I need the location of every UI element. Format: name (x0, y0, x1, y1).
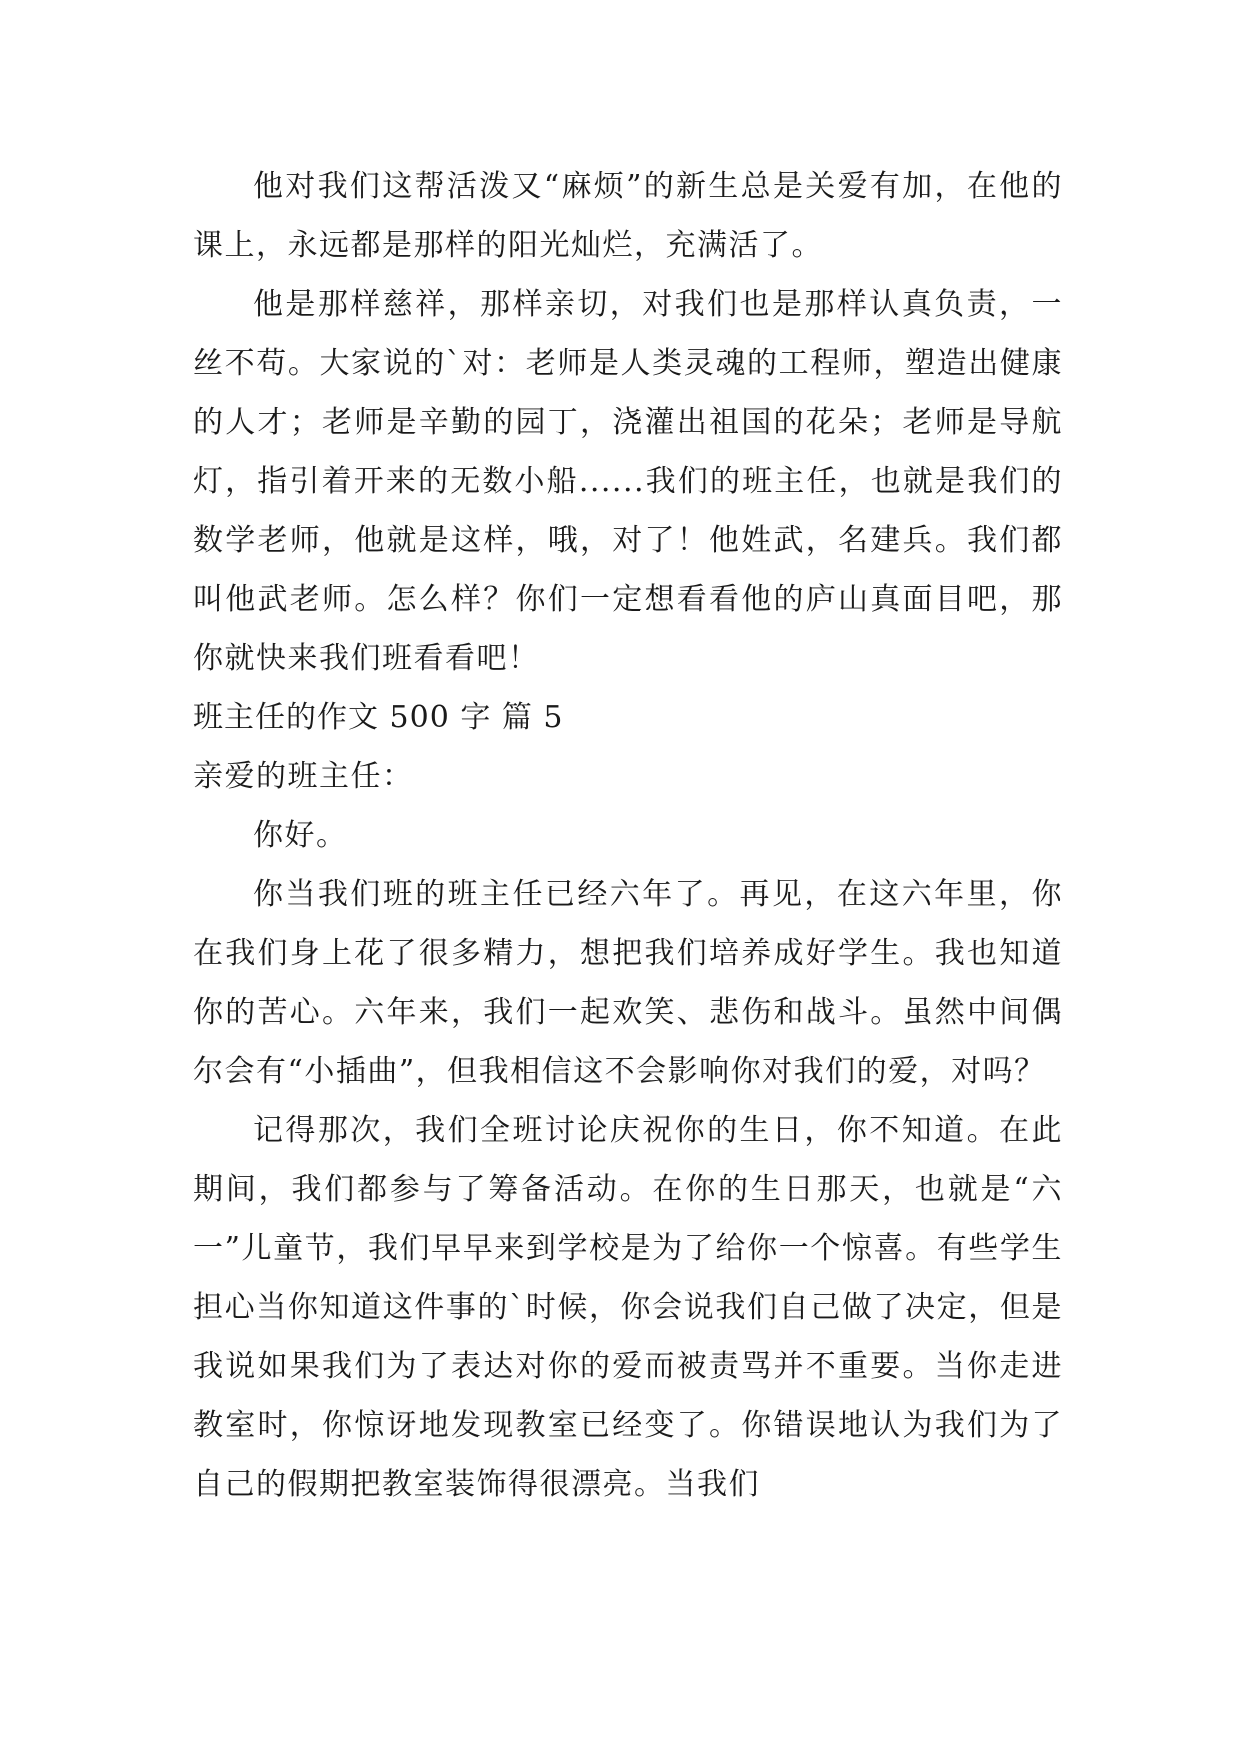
document-body (193, 157, 1063, 1514)
paragraph-4: 记得那次，我们全班讨论庆祝你的生日，你不知道。在此期间，我们都参与了筹备活动。在你的生日那天，也就是“六一”儿童节，我们早早来到学校是为了给你一个惊喜。有些学生担心当你知道这件事的`时候，你会说我们自己做了决定，但是我说如果我们为了表达对你的爱而被责骂并不重要。当你走进教室时，你惊讶地发现教室已经变了。你错误地认为我们为了自己的假期把教室装饰得很漂亮。当我们 (193, 1113, 1063, 1502)
paragraph-1: 他对我们这帮活泼又“麻烦”的新生总是关爱有加，在他的课上，永远都是那样的阳光灿烂，充满活了。 (193, 169, 1063, 263)
salutation: 亲爱的班主任： (193, 759, 414, 794)
paragraph-3: 你当我们班的班主任已经六年了。再见，在这六年里，你在我们身上花了很多精力，想把我们培养成好学生。我也知道你的苦心。六年来，我们一起欢笑、悲伤和战斗。虽然中间偶尔会有“小插曲”，但我相信这不会影响你对我们的爱，对吗？ (193, 877, 1063, 1089)
section-heading: 班主任的作文 500 字 篇 5 (193, 700, 564, 735)
paragraph-2: 他是那样慈祥，那样亲切，对我们也是那样认真负责，一丝不苟。大家说的`对：老师是人类灵魂的工程师，塑造出健康的人才；老师是辛勤的园丁，浇灌出祖国的花朵；老师是导航灯，指引着开来的无数小船......我们的班主任，也就是我们的数学老师，他就是这样，哦，对了！他姓武，名建兵。我们都叫他武老师。怎么样？你们一定想看看他的庐山真面目吧，那你就快来我们班看看吧！ (193, 287, 1063, 676)
greeting: 你好。 (253, 818, 348, 853)
